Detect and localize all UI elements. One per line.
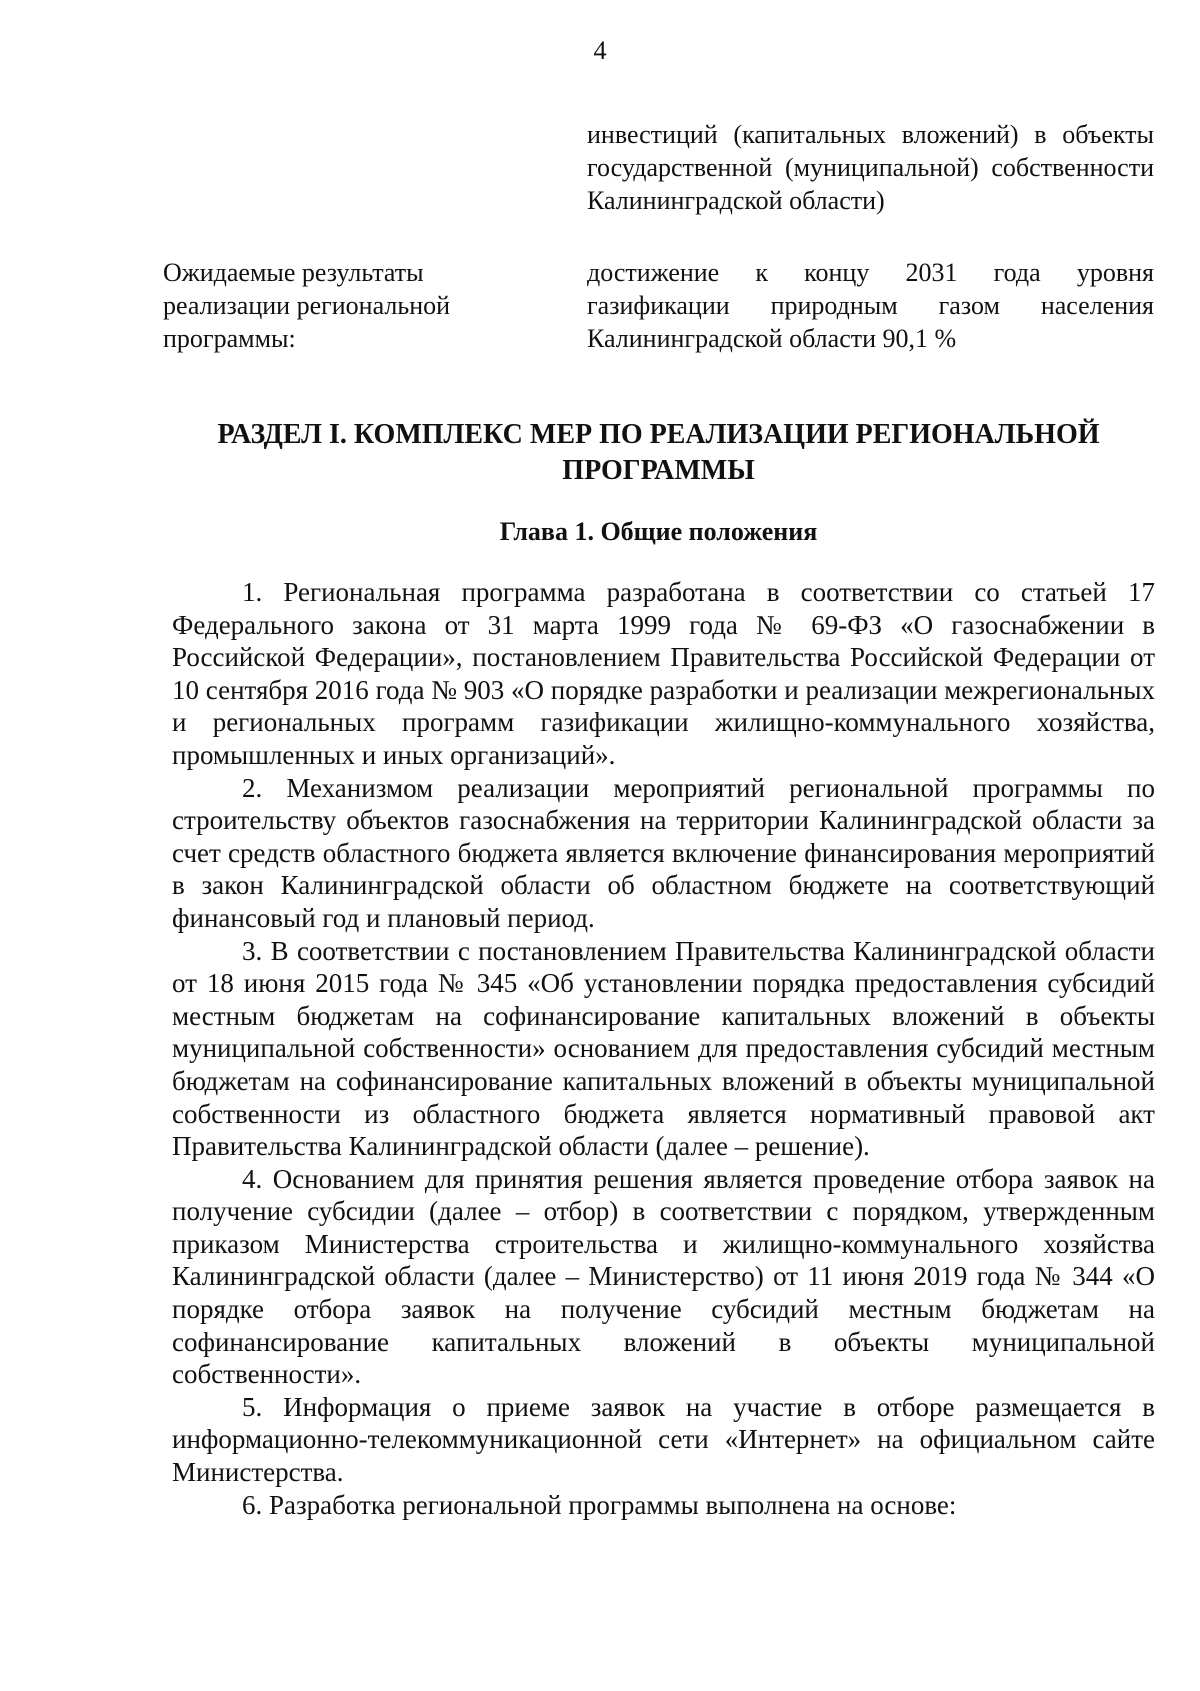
- chapter-title: Глава 1. Общие положения: [499, 517, 818, 546]
- page-number: 4: [593, 36, 607, 65]
- passport-value: достижение к концу 2031 года уровня газификации природным газом населения Калининградской области 90,1 %: [587, 258, 1154, 353]
- paragraph: 3. В соответствии с постановлением Правительства Калининградской области от 18 июня 2015 года № 345 «Об установлении порядка предоставления субсидий местным бюджетам на софинансирование капитальных вложений в объекты муниципальной собственности» основанием для предоставления субсидий местным бюджетам на софинансирование капитальных вложений в объекты муниципальной собственности из областного бюджета является нормативный правовой акт Правительства Калининградской области (далее – решение).: [172, 935, 1155, 1162]
- paragraph: 6. Разработка региональной программы выполнена на основе:: [242, 1489, 957, 1520]
- paragraph: 4. Основанием для принятия решения является проведение отбора заявок на получение субсидии (далее – отбор) в соответствии с порядком, утвержденным приказом Министерства строительства и жилищно-коммунального хозяйства Калининградской области (далее – Министерство) от 11 июня 2019 года № 344 «О порядке отбора заявок на получение субсидий местным бюджетам на софинансирование капитальных вложений в объекты муниципальной собственности».: [172, 1163, 1155, 1390]
- paragraph: 2. Механизмом реализации мероприятий региональной программы по строительству объектов газоснабжения на территории Калининградской области за счет средств областного бюджета является включение финансирования мероприятий в закон Калининградской области об областном бюджете на соответствующий финансовый год и плановый период.: [172, 772, 1155, 933]
- paragraph: 1. Региональная программа разработана в соответствии со статьей 17 Федерального закона от 31 марта 1999 года № 69-ФЗ «О газоснабжении в Российской Федерации», постановлением Правительства Российской Федерации от 10 сентября 2016 года № 903 «О порядке разработки и реализации межрегиональных и региональных программ газификации жилищно-коммунального хозяйства, промышленных и иных организаций».: [172, 577, 1155, 770]
- passport-value: инвестиций (капитальных вложений) в объекты государственной (муниципальной) собственности Калининградской области): [587, 120, 1154, 215]
- passport-label: Ожидаемые результаты реализации региональной программы:: [163, 258, 451, 353]
- body-text: [172, 576, 1155, 1521]
- paragraph: 5. Информация о приеме заявок на участие в отборе размещается в информационно-телекоммуникационной сети «Интернет» на официальном сайте Министерства.: [172, 1391, 1155, 1488]
- section-title: РАЗДЕЛ I. КОМПЛЕКС МЕР ПО РЕАЛИЗАЦИИ РЕГИОНАЛЬНОЙ ПРОГРАММЫ: [217, 419, 1100, 486]
